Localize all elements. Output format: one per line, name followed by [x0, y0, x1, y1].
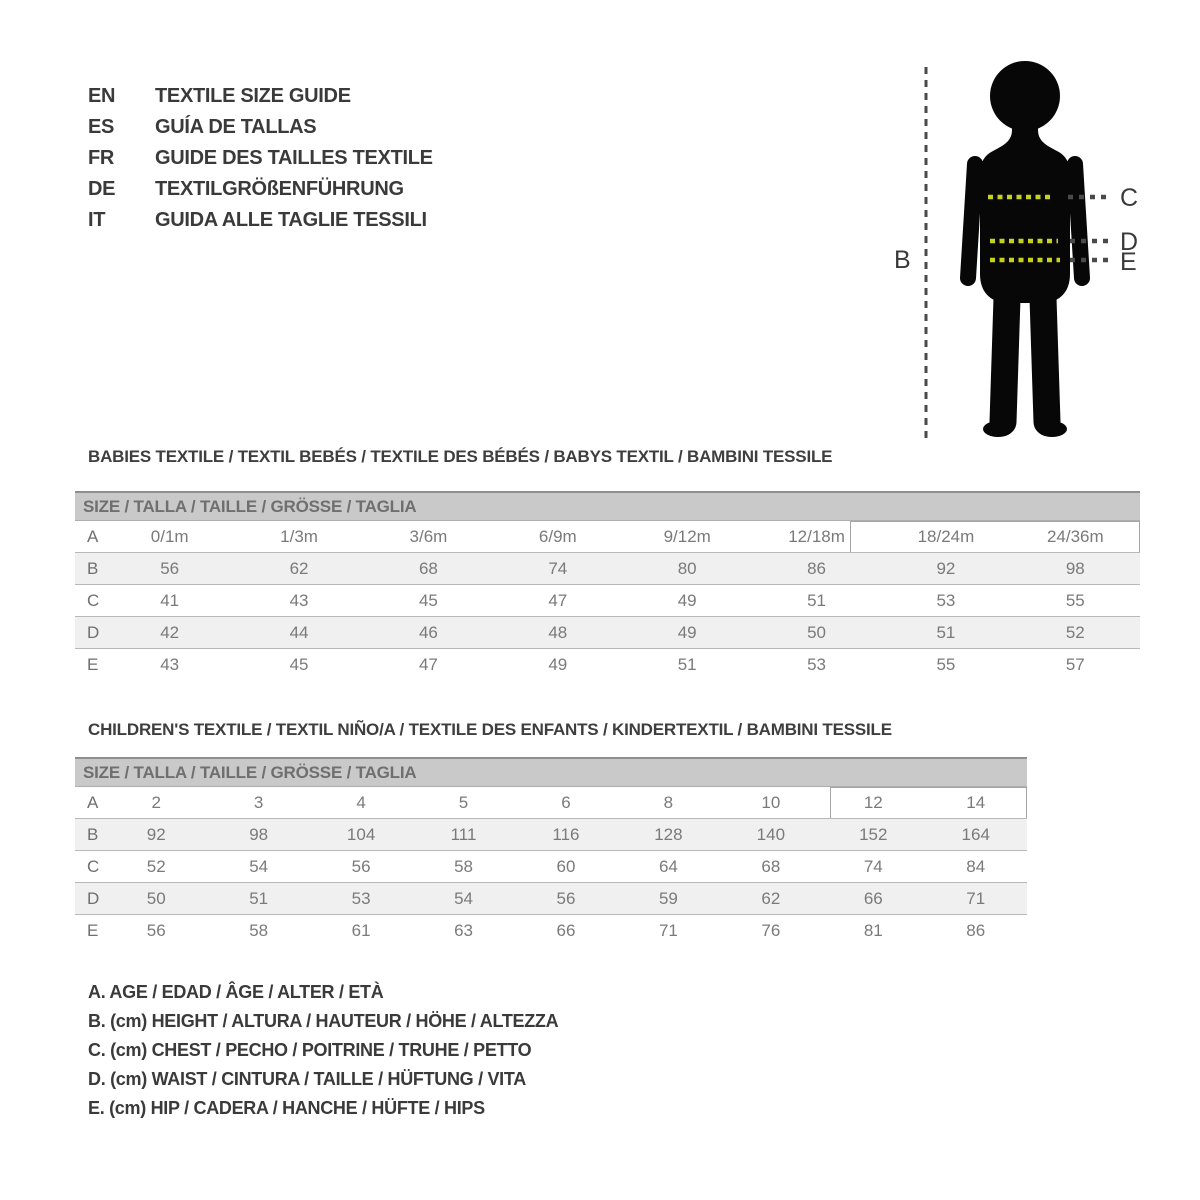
legend-line-age: A. AGE / EDAD / ÂGE / ALTER / ETÀ: [88, 982, 384, 1002]
row-label: B: [87, 558, 99, 578]
table-cell: 56: [556, 888, 576, 908]
language-code: DE: [88, 178, 116, 200]
table-cell: 58: [249, 921, 269, 940]
row-label: D: [87, 622, 100, 642]
table-cell: 1/3m: [280, 526, 318, 546]
measurement-figure: [890, 50, 1150, 450]
table-cell: 57: [1065, 655, 1085, 674]
row-label: E: [87, 655, 99, 674]
table-cell: 53: [807, 655, 827, 674]
table-cell: 5: [458, 792, 469, 812]
table-cell: 62: [761, 888, 781, 908]
children-table-rows: [75, 787, 1027, 947]
table-cell: 62: [289, 558, 309, 578]
table-cell: 164: [961, 824, 990, 844]
table-cell: 60: [556, 856, 576, 876]
row-label: A: [87, 526, 99, 546]
table-cell: 152: [859, 824, 888, 844]
row-label: C: [87, 856, 100, 876]
table-row: [75, 649, 1140, 681]
table-cell: 9/12m: [663, 526, 711, 546]
table-row: [75, 553, 1140, 585]
table-cell: 76: [761, 921, 781, 940]
table-cell: 63: [454, 921, 473, 940]
table-cell: 51: [807, 590, 827, 610]
table-cell: 12/18m: [788, 526, 845, 546]
legend-line-height: B. (cm) HEIGHT / ALTURA / HAUTEUR / HÖHE / ALTEZZA: [88, 1011, 559, 1031]
table-cell: 61: [351, 921, 371, 940]
measurement-legend: [88, 978, 558, 1123]
table-cell: 68: [418, 558, 438, 578]
table-cell: 54: [454, 888, 473, 908]
table-cell: 14: [966, 792, 986, 812]
table-cell: 45: [418, 590, 438, 610]
table-cell: 6/9m: [538, 526, 577, 546]
table-cell: 71: [658, 921, 678, 940]
waist-label: D: [1120, 228, 1139, 256]
language-row: [88, 112, 433, 143]
language-row: [88, 143, 433, 174]
table-cell: 51: [936, 622, 956, 642]
table-cell: 43: [289, 590, 309, 610]
row-label: D: [87, 888, 100, 908]
table-cell: 56: [160, 558, 180, 578]
child-silhouette: [968, 61, 1082, 437]
table-cell: 44: [289, 622, 309, 642]
table-cell: 66: [863, 888, 883, 908]
table-cell: 47: [548, 590, 568, 610]
table-cell: 58: [454, 856, 473, 876]
hip-label: E: [1120, 248, 1137, 276]
language-code: IT: [88, 209, 106, 231]
table-cell: 42: [160, 622, 180, 642]
size-table-header-label: SIZE / TALLA / TAILLE / GRÖSSE / TAGLIA: [83, 496, 417, 516]
children-size-table: [75, 757, 1027, 947]
table-row: [75, 883, 1027, 915]
child-silhouette-figure: [890, 50, 1150, 450]
size-table-header: [75, 757, 1027, 787]
language-row: [88, 174, 433, 205]
table-cell: 51: [677, 655, 697, 674]
language-code: EN: [88, 85, 116, 107]
table-cell: 8: [663, 792, 674, 812]
legend-line-hip: E. (cm) HIP / CADERA / HANCHE / HÜFTE / HIPS: [88, 1098, 485, 1118]
legend-line-chest: C. (cm) CHEST / PECHO / POITRINE / TRUHE / PETTO: [88, 1040, 532, 1060]
language-code: ES: [88, 116, 115, 138]
table-cell: 41: [160, 590, 180, 610]
row-label: B: [87, 824, 99, 844]
table-cell: 116: [552, 824, 580, 844]
table-cell: 2: [151, 792, 161, 812]
row-label: C: [87, 590, 100, 610]
table-cell: 53: [351, 888, 371, 908]
table-cell: 71: [966, 888, 986, 908]
table-cell: 74: [863, 856, 883, 876]
table-cell: 56: [146, 921, 166, 940]
table-cell: 3: [253, 792, 264, 812]
table-cell: 24/36m: [1046, 526, 1104, 546]
table-cell: 0/1m: [150, 526, 189, 546]
table-cell: 52: [1065, 622, 1085, 642]
table-cell: 3/6m: [409, 526, 448, 546]
table-cell: 43: [160, 655, 180, 674]
table-cell: 50: [807, 622, 827, 642]
children-section-title: CHILDREN'S TEXTILE / TEXTIL NIÑO/A / TEXTILE DES ENFANTS / KINDERTEXTIL / BAMBINI TESSILE: [88, 720, 892, 739]
babies-size-table: [75, 491, 1140, 681]
language-row: [88, 205, 433, 236]
table-cell: 10: [761, 792, 781, 812]
table-cell: 6: [561, 792, 571, 812]
table-cell: 84: [966, 856, 986, 876]
table-cell: 50: [146, 888, 166, 908]
table-cell: 56: [351, 856, 371, 876]
row-label: A: [87, 792, 99, 812]
table-cell: 86: [966, 921, 986, 940]
table-cell: 48: [548, 622, 568, 642]
table-cell: 74: [548, 558, 568, 578]
table-row: [75, 787, 1027, 819]
babies-table-rows: [75, 521, 1140, 681]
table-row: [75, 851, 1027, 883]
chest-label: C: [1120, 184, 1139, 212]
table-cell: 140: [756, 824, 786, 844]
language-title: GUIDE DES TAILLES TEXTILE: [155, 147, 433, 169]
table-cell: 47: [418, 655, 438, 674]
table-cell: 46: [418, 622, 438, 642]
legend-line-waist: D. (cm) WAIST / CINTURA / TAILLE / HÜFTUNG / VITA: [88, 1069, 526, 1089]
table-cell: 52: [146, 856, 166, 876]
language-row: [88, 81, 433, 112]
table-row: [75, 915, 1027, 947]
size-table-header-label: SIZE / TALLA / TAILLE / GRÖSSE / TAGLIA: [83, 762, 417, 782]
table-cell: 49: [677, 590, 697, 610]
table-cell: 98: [249, 824, 269, 844]
table-cell: 55: [1065, 590, 1085, 610]
table-cell: 104: [346, 824, 376, 844]
table-row: [75, 521, 1140, 553]
babies-section-title: BABIES TEXTILE / TEXTIL BEBÉS / TEXTILE DES BÉBÉS / BABYS TEXTIL / BAMBINI TESSILE: [88, 447, 833, 466]
table-cell: 81: [863, 921, 883, 940]
table-cell: 66: [556, 921, 576, 940]
table-row: [75, 585, 1140, 617]
table-cell: 92: [146, 824, 166, 844]
table-row: [75, 819, 1027, 851]
table-cell: 49: [677, 622, 697, 642]
table-cell: 53: [936, 590, 956, 610]
height-label: B: [894, 246, 911, 274]
table-cell: 64: [658, 856, 678, 876]
size-table-header: [75, 491, 1140, 521]
table-cell: 80: [677, 558, 697, 578]
table-cell: 54: [249, 856, 269, 876]
table-cell: 18/24m: [917, 526, 975, 546]
table-cell: 12: [863, 792, 883, 812]
language-title: GUIDA ALLE TAGLIE TESSILI: [155, 209, 427, 231]
table-cell: 128: [654, 824, 683, 844]
table-cell: 4: [356, 792, 366, 812]
table-cell: 68: [761, 856, 781, 876]
table-cell: 49: [548, 655, 568, 674]
language-title: TEXTILGRÖßENFÜHRUNG: [155, 178, 404, 200]
table-cell: 98: [1065, 558, 1085, 578]
table-cell: 51: [249, 888, 269, 908]
table-cell: 111: [450, 824, 477, 844]
language-title: GUÍA DE TALLAS: [155, 116, 317, 138]
row-label: E: [87, 921, 99, 940]
table-cell: 86: [807, 558, 827, 578]
language-code: FR: [88, 147, 115, 169]
table-cell: 59: [658, 888, 678, 908]
language-title: TEXTILE SIZE GUIDE: [155, 85, 351, 107]
table-cell: 45: [289, 655, 309, 674]
table-row: [75, 617, 1140, 649]
language-title-block: [88, 81, 433, 236]
table-cell: 92: [936, 558, 956, 578]
table-cell: 55: [936, 655, 956, 674]
